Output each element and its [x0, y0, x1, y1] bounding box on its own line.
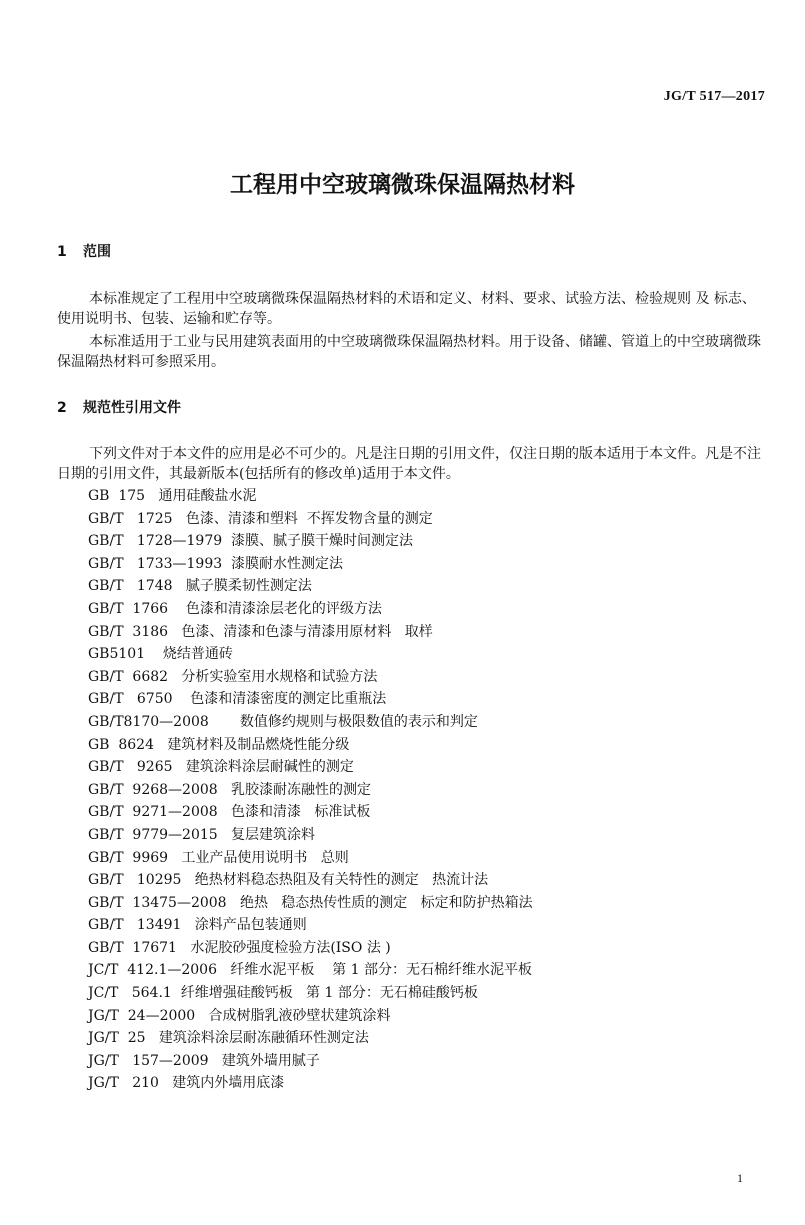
section-2-heading	[57, 397, 181, 417]
reference-item: GB/T 1725 色漆、清漆和塑料 不挥发物含量的测定	[88, 510, 433, 527]
reference-item: GB/T 6682 分析实验室用水规格和试验方法	[88, 668, 378, 685]
reference-item: JG/T 25 建筑涂料涂层耐冻融循环性测定法	[88, 1030, 369, 1047]
reference-item: GB/T 3186 色漆、清漆和色漆与清漆用原材料 取样	[88, 623, 433, 640]
section-1-heading	[57, 241, 111, 261]
reference-item: GB/T 10295 绝热材料稳态热阻及有关特性的测定 热流计法	[88, 872, 489, 889]
reference-item: GB/T 9779—2015 复层建筑涂料	[88, 826, 316, 843]
reference-item: GB/T 9271—2008 色漆和清漆 标准试板	[88, 804, 371, 821]
reference-item: GB/T 1748 腻子膜柔韧性测定法	[88, 578, 312, 595]
reference-item: GB/T 1728—1979 漆膜、腻子膜干燥时间测定法	[88, 533, 414, 550]
reference-item: GB/T 9268—2008 乳胶漆耐冻融性的测定	[88, 781, 372, 798]
section-1-number: 1	[57, 244, 67, 260]
standard-code: JG/T 517—2017	[663, 89, 765, 104]
section-1-paragraph-1: 本标准规定了工程用中空玻璃微珠保温隔热材料的术语和定义、材料、要求、试验方法、检验规则 及 标志、使用说明书、包装、运输和贮存等。	[57, 291, 756, 327]
reference-item: GB5101 烧结普通砖	[88, 646, 233, 663]
section-1-paragraph-2: 本标准适用于工业与民用建筑表面用的中空玻璃微珠保温隔热材料。用于设备、储罐、管道上的中空玻璃微珠保温隔热材料可参照采用。	[57, 334, 761, 370]
reference-item: GB/T 17671 水泥胶砂强度检验方法(ISO 法 )	[88, 939, 391, 956]
reference-item: JG/T 157—2009 建筑外墙用腻子	[88, 1052, 320, 1069]
reference-item: JC/T 564.1 纤维增强硅酸钙板 第 1 部分：无石棉硅酸钙板	[88, 985, 478, 1002]
reference-item: GB/T 13475—2008 绝热 稳态热传性质的测定 标定和防护热箱法	[88, 894, 533, 911]
section-2-title: 规范性引用文件	[83, 400, 181, 416]
reference-item: GB/T 1766 色漆和清漆涂层老化的评级方法	[88, 600, 382, 617]
reference-item: GB 8624 建筑材料及制品燃烧性能分级	[88, 736, 350, 753]
page-number: 1	[737, 1171, 743, 1185]
reference-item: JG/T 210 建筑内外墙用底漆	[88, 1075, 285, 1092]
reference-item: GB/T8170—2008 数值修约规则与极限数值的表示和判定	[88, 713, 478, 730]
section-2-intro: 下列文件对于本文件的应用是必不可少的。凡是注日期的引用文件，仅注日期的版本适用于本文件。凡是不注日期的引用文件，其最新版本(包括所有的修改单)适用于本文件。	[57, 446, 761, 482]
reference-item: GB/T 9265 建筑涂料涂层耐碱性的测定	[88, 759, 354, 776]
reference-item: GB/T 9969 工业产品使用说明书 总则	[88, 849, 349, 866]
section-2-number: 2	[57, 400, 67, 416]
reference-item: JC/T 412.1—2006 纤维水泥平板 第 1 部分：无石棉纤维水泥平板	[88, 962, 532, 979]
reference-item: GB/T 6750 色漆和清漆密度的测定比重瓶法	[88, 691, 387, 708]
reference-item: GB/T 1733—1993 漆膜耐水性测定法	[88, 555, 344, 572]
reference-item: GB/T 13491 涂料产品包装通则	[88, 917, 307, 934]
document-title: 工程用中空玻璃微珠保温隔热材料	[230, 172, 575, 198]
section-1-title: 范围	[83, 244, 111, 260]
reference-item: JG/T 24—2000 合成树脂乳液砂壁状建筑涂料	[88, 1007, 391, 1024]
reference-item: GB 175 通用硅酸盐水泥	[88, 488, 257, 504]
reference-list	[88, 485, 768, 1095]
